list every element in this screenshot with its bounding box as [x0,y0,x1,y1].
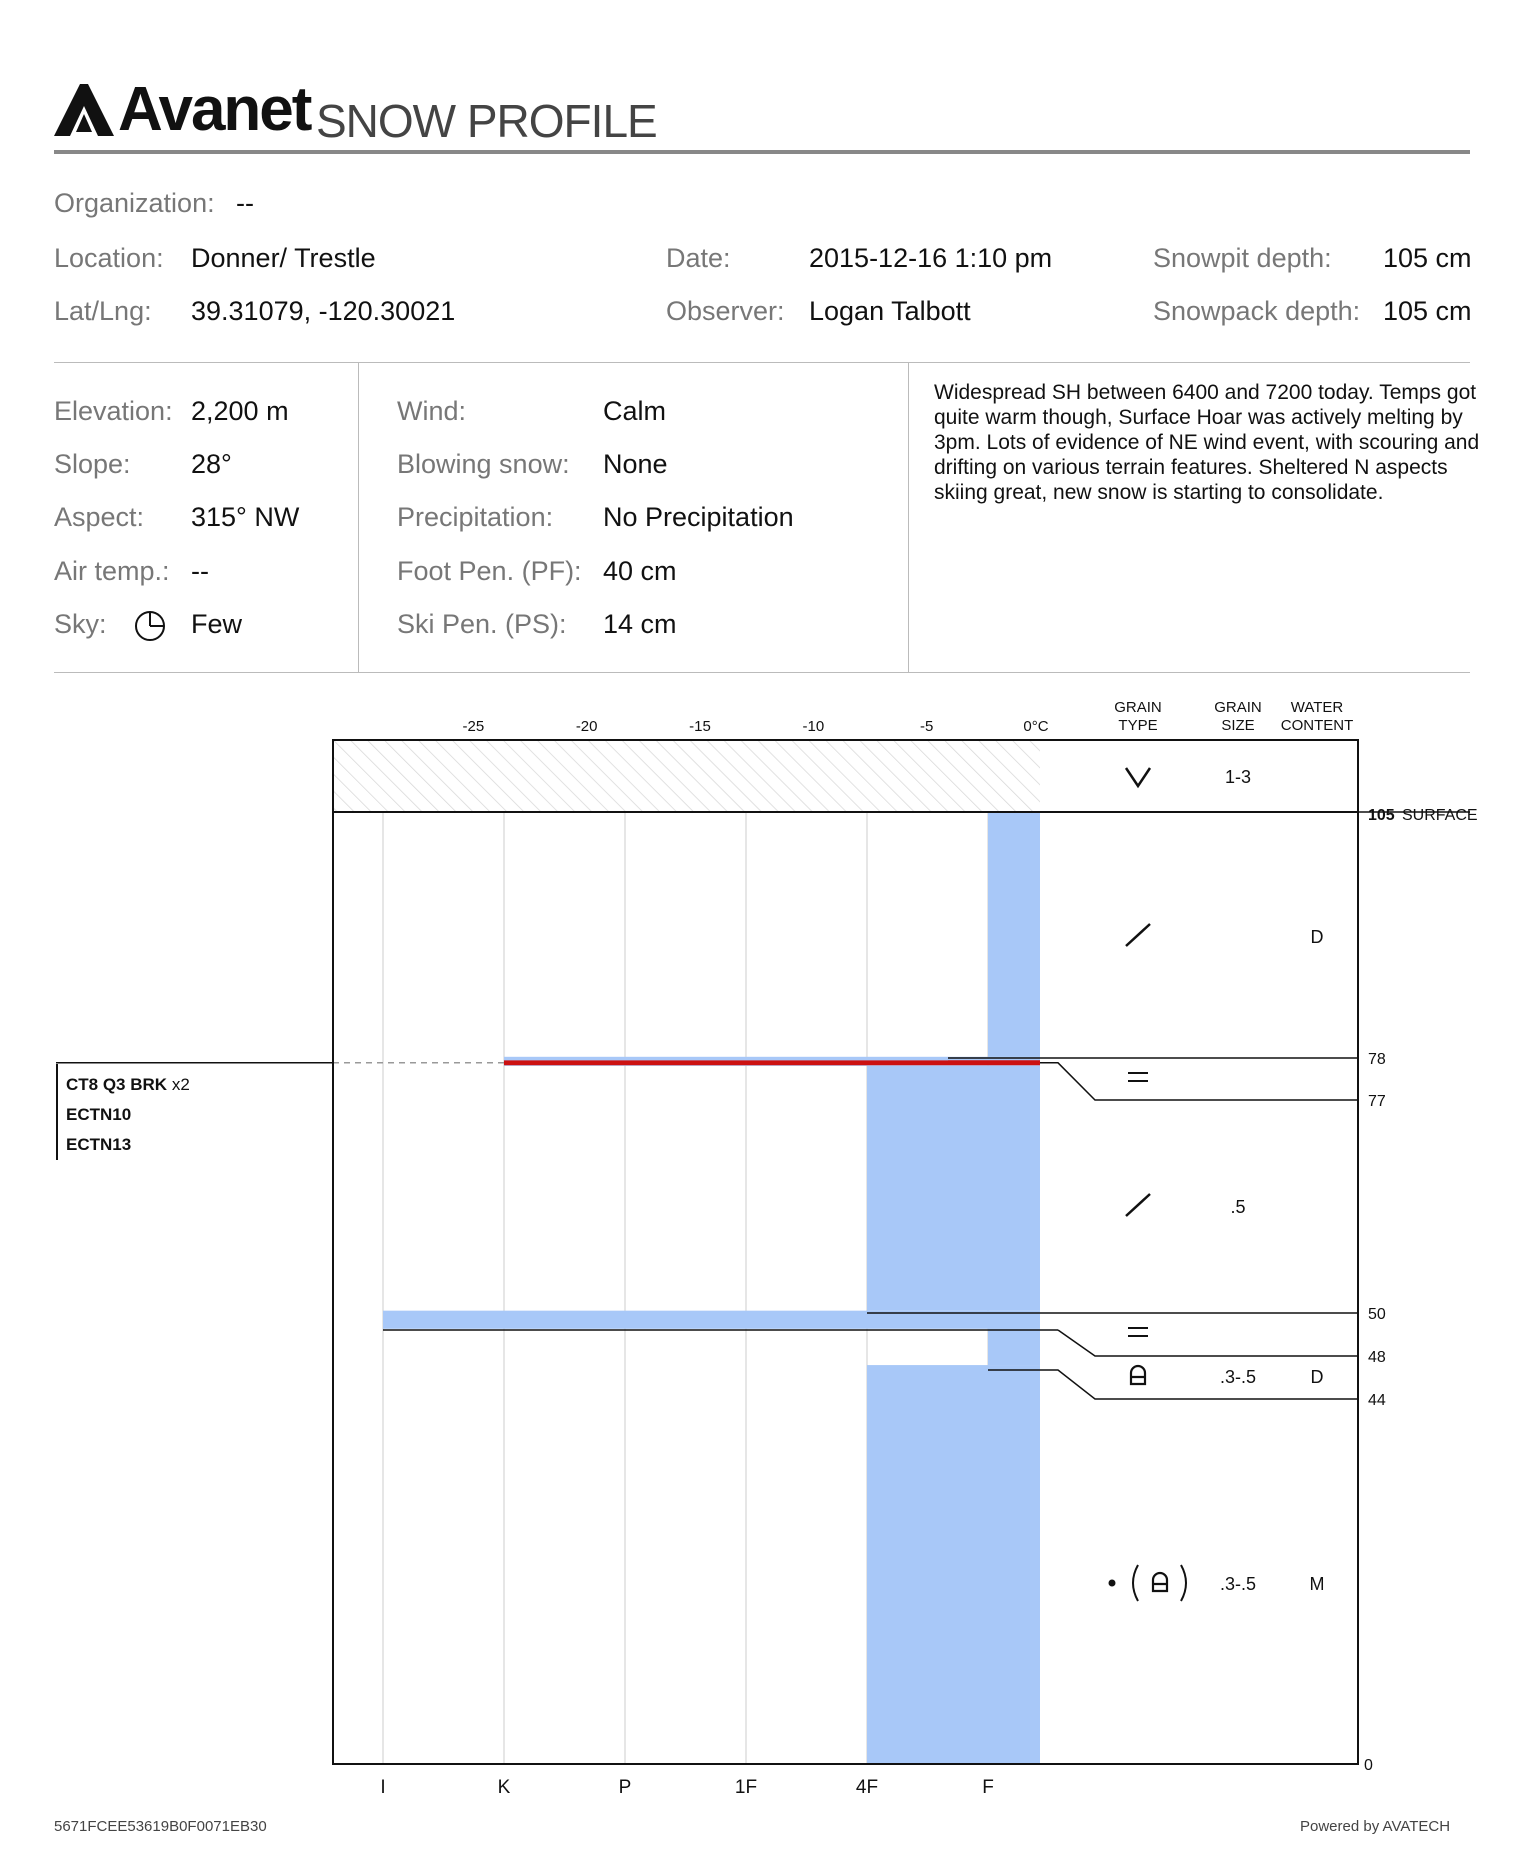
boundary-48 [1058,1330,1358,1356]
air-temp-value: -- [191,556,209,586]
temp-tick-label--5: -5 [919,718,934,735]
test-result-3: ECTN13 [66,1135,132,1154]
foot-pen-value: 40 cm [603,556,677,586]
sky-value: Few [191,609,243,639]
sky-label: Sky: [54,609,107,639]
location-value: Donner/ Trestle [191,243,376,273]
hardness-tick-label-1F: 1F [734,1777,758,1798]
water-content-layer-1: D [1310,927,1324,947]
info-divider-bottom [54,672,1470,673]
powered-by: Powered by AVATECH [1300,1818,1451,1835]
depth-label-44: 44 [1368,1392,1386,1409]
info-divider-v2 [908,362,909,672]
foot-pen-label: Foot Pen. (PF): [397,556,582,586]
location-label: Location: [54,243,164,273]
elevation-label: Elevation: [54,396,173,426]
hardness-bar-layer-4 [383,1311,1040,1329]
date-value: 2015-12-16 1:10 pm [809,243,1053,273]
grain-size-layer-6: .3-.5 [1219,1574,1257,1594]
water-content-layer-5: D [1310,1367,1324,1387]
test-result-2: ECTN10 [66,1105,132,1124]
hardness-tick-label-F: F [982,1777,994,1798]
hardness-bar-layer-5 [988,1329,1040,1365]
surface-grain-size: 1-3 [1224,767,1252,787]
depth-label-77: 77 [1368,1093,1386,1110]
header-rule [54,150,1470,154]
hardness-bar-layer-3 [867,1066,1040,1311]
hardness-tick-label-I: I [380,1777,386,1798]
wind-label: Wind: [397,396,467,426]
temp-tick-label--20: -20 [575,718,598,735]
latlng-value: 39.31079, -120.30021 [191,296,456,326]
test-result-1-text: CT8 Q3 BRK [66,1075,168,1094]
profile-frame [333,740,1358,1764]
water-content-header-2: CONTENT [1280,717,1354,734]
hardness-bar-layer-1 [988,812,1040,1057]
organization-value: -- [236,188,254,218]
precipitation-label: Precipitation: [397,502,554,532]
snowpit-depth-label: Snowpit depth: [1153,243,1332,273]
snowpack-depth-value: 105 cm [1383,296,1472,326]
aspect-value: 315° NW [191,502,300,532]
surface-hoar-icon [1126,768,1150,786]
grain-size-layer-3: .5 [1230,1197,1246,1217]
faceted-grains-icon [1131,1366,1145,1384]
avanet-logo-icon [54,84,114,136]
slope-label: Slope: [54,449,131,479]
aspect-label: Aspect: [54,502,145,532]
snowpack-depth-label: Snowpack depth: [1153,296,1361,326]
depth-label-48: 48 [1368,1349,1386,1366]
few-clouds-icon [134,610,166,642]
observation-notes: Widespread SH between 6400 and 7200 today. Temps got quite warm though, Surface Hoar was actively melting by 3pm. Lots of evidence of NE wind event, with scouring and drifting on various terrain features. Sheltered N aspects skiing great, new snow is starting to consolidate. [934,381,1480,504]
air-hatch-band [334,741,1040,812]
observer-label: Observer: [666,296,785,326]
slope-value: 28° [191,449,232,479]
grain-size-layer-5: .3-.5 [1219,1367,1257,1387]
ski-pen-label: Ski Pen. (PS): [397,609,567,639]
hardness-tick-label-4F: 4F [855,1777,879,1798]
depth-label-78: 78 [1368,1051,1386,1068]
air-temp-label: Air temp.: [54,556,170,586]
ski-pen-value: 14 cm [603,609,677,639]
hardness-bar-facet-column [988,1329,1040,1365]
observer-value: Logan Talbott [809,296,971,326]
temp-tick-label--10: -10 [802,718,825,735]
blowing-snow-label: Blowing snow: [397,449,570,479]
info-divider-top [54,362,1470,363]
elevation-value: 2,200 m [191,396,289,426]
blowing-snow-value: None [603,449,668,479]
paren-right-icon [1181,1565,1186,1601]
temp-tick-label--25: -25 [462,718,485,735]
latlng-label: Lat/Lng: [54,296,152,326]
test-result-1 [66,1075,190,1095]
ice-crust-band [383,1316,1040,1328]
depth-label-0: 0 [1364,1757,1373,1774]
organization-label: Organization: [54,188,215,218]
brand-name: Avanet [118,75,311,144]
grain-size-header-2: SIZE [1221,717,1255,734]
date-label: Date: [666,243,731,273]
temp-tick-label--15: -15 [689,718,711,735]
grain-size-header-1: GRAIN [1214,699,1262,716]
boundary-44 [988,1370,1358,1399]
hardness-bar-layer-2 [504,1057,1040,1066]
depth-label-50: 50 [1368,1306,1386,1323]
surface-label: SURFACE [1402,807,1478,824]
rounded-grain-dot-icon [1109,1580,1116,1587]
profile-id: 5671FCEE53619B0F0071EB30 [54,1818,267,1835]
water-content-layer-6: M [1309,1574,1325,1594]
depth-label-105: 105 [1368,807,1395,824]
grain-type-header-2: TYPE [1118,717,1158,734]
test-result-1-multiplier: x2 [171,1075,190,1094]
decomposing-fragments-icon-1 [1126,924,1150,946]
hardness-tick-label-K: K [497,1777,511,1798]
boundary-77 [1040,1063,1358,1100]
grain-type-header-1: GRAIN [1114,699,1162,716]
water-content-header-1: WATER [1290,699,1344,716]
info-divider-v1 [358,362,359,672]
hardness-bar-layer-6 [867,1365,1040,1764]
paren-left-icon [1133,1565,1138,1601]
wind-value: Calm [603,396,667,426]
page-title: SNOW PROFILE [316,95,657,147]
precipitation-value: No Precipitation [603,502,794,532]
snowpit-depth-value: 105 cm [1383,243,1472,273]
temp-tick-label-0°C: 0°C [1023,718,1049,735]
decomposing-fragments-icon-3 [1126,1194,1150,1216]
rounding-faceted-icon [1153,1573,1167,1591]
hardness-tick-label-P: P [618,1777,632,1798]
hardness-bar-top-column [988,812,1040,1057]
